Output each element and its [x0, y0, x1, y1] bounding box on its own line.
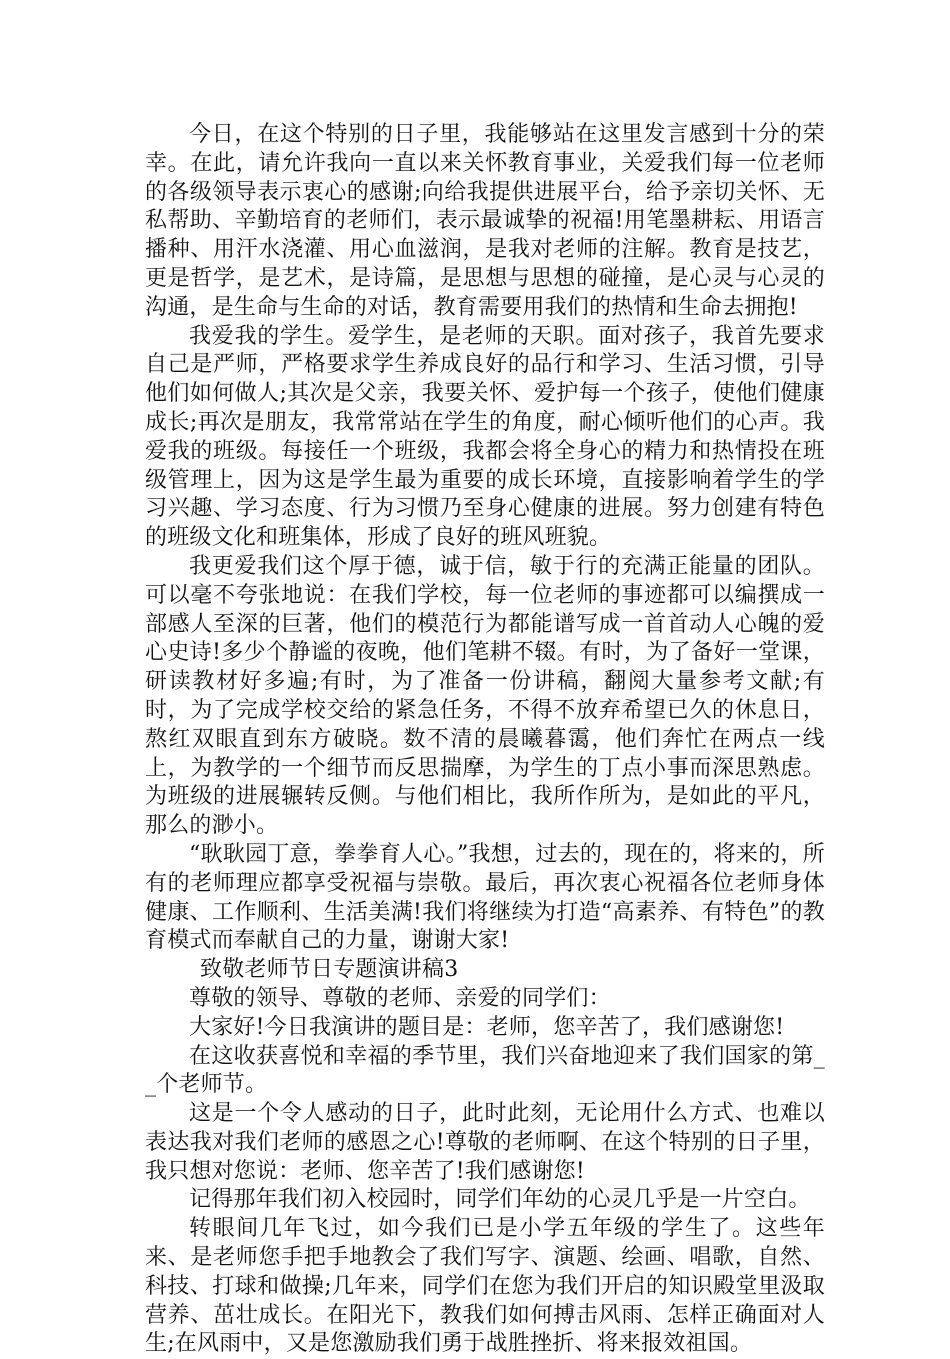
paragraph-love-students: 我爱我的学生。爱学生，是老师的天职。面对孩子，我首先要求自己是严师，严格要求学生养成良好的品行和学习、生活习惯，引导他们如何做人;其次是父亲，我要关怀、爱护每一个孩子，使他们健康成长;再次是朋友，我常常站在学生的角度，耐心倾听他们的心声。我爱我的班级。每接任一个班级，我都会将全身心的精力和热情投在班级管理上，因为这是学生最为重要的成长环境，直接影响着学生的学习兴趣、学习态度、行为习惯乃至身心健康的进展。努力创建有特色的班级文化和班集体，形成了良好的班风班貌。 — [145, 323, 825, 551]
paragraph-season: 在这收获喜悦和幸福的季节里，我们兴奋地迎来了我们国家的第__个老师节。 — [145, 1043, 825, 1098]
paragraph-years: 转眼间几年飞过，如今我们已是小学五年级的学生了。这些年来、是老师您手把手地教会了我们写字、演题、绘画、唱歌，自然、科技、打球和做操;几年来，同学们在您为我们开启的知识殿堂里汲取营养、茁壮成长。在阳光下，教我们如何搏击风雨、怎样正确面对人生;在风雨中，又是您激励我们勇于战胜挫折、将来报效祖国。 — [145, 1216, 825, 1357]
paragraph-love-team: 我更爱我们这个厚于德，诚于信，敏于行的充满正能量的团队。可以毫不夸张地说：在我们学校，每一位老师的事迹都可以编撰成一部感人至深的巨著，他们的模范行为都能谱写成一首首动人心魄的爱心史诗!多少个静谧的夜晚，他们笔耕不辍。有时，为了备好一堂课，研读教材好多遍;有时，为了准备一份讲稿，翻阅大量参考文献;有时，为了完成学校交给的紧急任务，不得不放弃希望已久的休息日，熬红双眼直到东方破晓。数不清的晨曦暮霭，他们奔忙在两点一线上，为教学的一个细节而反思揣摩，为学生的丁点小事而深思熟虑。为班级的进展辗转反侧。与他们相比，我所作所为，是如此的平凡，那么的渺小。 — [145, 553, 825, 839]
paragraph-memory: 记得那年我们初入校园时，同学们年幼的心灵几乎是一片空白。 — [189, 1187, 811, 1213]
document-body — [145, 121, 825, 1359]
paragraph-greeting: 大家好!今日我演讲的题目是：老师，您辛苦了，我们感谢您! — [189, 1014, 785, 1040]
speech-title: 致敬老师节日专题演讲稿3 — [200, 957, 459, 983]
paragraph-moving-day: 这是一个令人感动的日子，此时此刻，无论用什么方式、也难以表达我对我们老师的感恩之心!尊敬的老师啊、在这个特别的日子里，我只想对您说：老师、您辛苦了!我们感谢您! — [145, 1101, 825, 1184]
paragraph-closing: “耿耿园丁意，拳拳育人心。”我想，过去的，现在的，将来的，所有的老师理应都享受祝福与崇敬。最后，再次衷心祝福各位老师身体健康、工作顺利、生活美满!我们将继续为打造“高素养、有特色”的教育模式而奉献自己的力量，谢谢大家! — [145, 841, 825, 954]
paragraph-salutation: 尊敬的领导、尊敬的老师、亲爱的同学们： — [189, 985, 611, 1011]
paragraph-opening: 今日，在这个特别的日子里，我能够站在这里发言感到十分的荣幸。在此，请允许我向一直以来关怀教育事业，关爱我们每一位老师的各级领导表示衷心的感谢;向给我提供进展平台，给予亲切关怀、无私帮助、辛勤培育的老师们，表示最诚挚的祝福!用笔墨耕耘、用语言播种、用汗水浇灌、用心血滋润，是我对老师的注解。教育是技艺，更是哲学，是艺术，是诗篇，是思想与思想的碰撞，是心灵与心灵的沟通，是生命与生命的对话，教育需要用我们的热情和生命去拥抱! — [145, 122, 825, 320]
